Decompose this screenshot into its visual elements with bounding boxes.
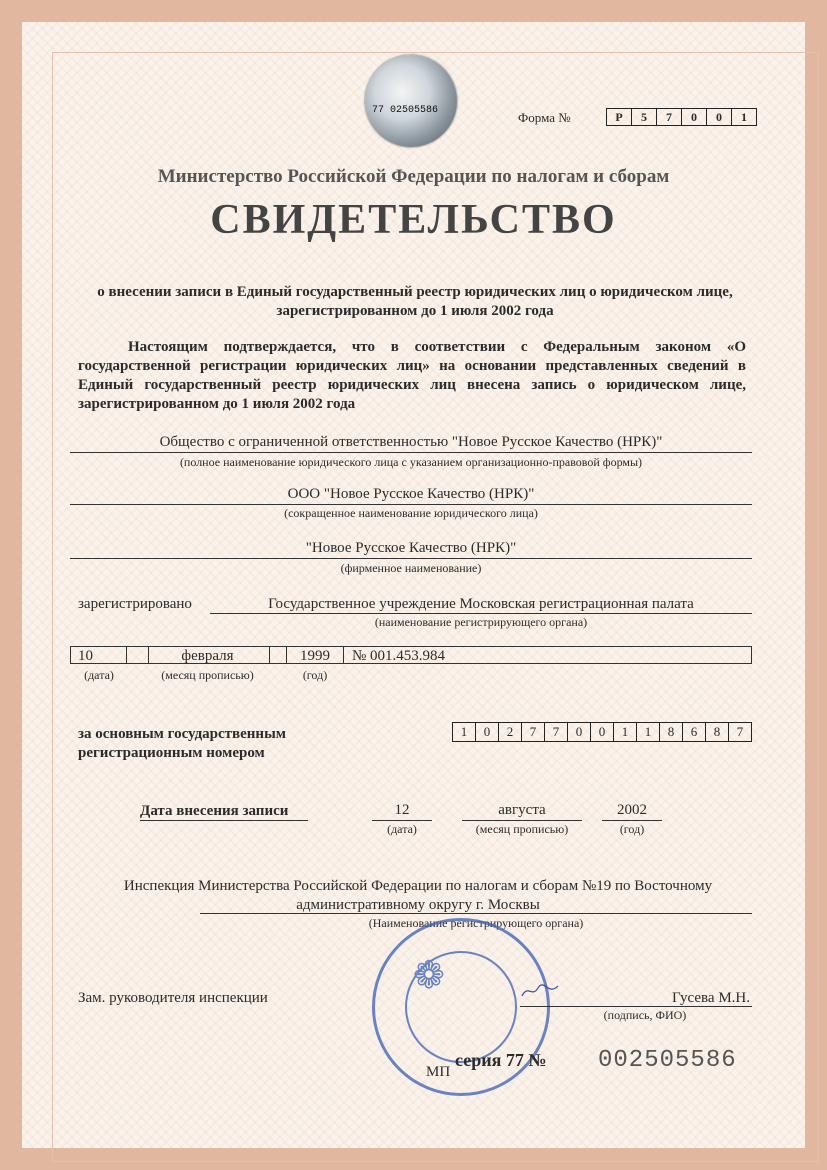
short-name-caption: (сокращенное наименование юридического лица)	[284, 506, 538, 520]
signer-name: Гусева М.Н.	[671, 990, 750, 1006]
inspection-caption: (Наименование регистрирующего органа)	[368, 916, 584, 930]
ogrn-digit: 2	[498, 723, 521, 741]
form-code-cell: Р	[615, 110, 623, 124]
ogrn-digit: 0	[475, 723, 498, 741]
eagle-emblem-icon: ❁	[413, 955, 445, 997]
registration-year-caption: (год)	[302, 668, 328, 682]
entry-year: 2002	[617, 802, 647, 818]
ogrn-digit: 7	[544, 723, 567, 741]
ogrn-digit: 8	[705, 723, 728, 741]
entry-day: 12	[394, 802, 410, 818]
ogrn-digit: 0	[590, 723, 613, 741]
registration-number: № 001.453.984	[352, 648, 446, 664]
full-name-value: Общество с ограниченной ответственностью "Новое Русское Качество (НРК)"	[159, 434, 663, 450]
ogrn-label: за основным государственным регистрационным номером	[78, 726, 287, 761]
signature-line	[520, 1006, 752, 1007]
form-code-cell: 0	[681, 109, 706, 125]
ogrn-cells	[452, 722, 752, 742]
ogrn-digit: 0	[567, 723, 590, 741]
entry-day-caption: (дата)	[387, 822, 417, 836]
document-subtitle: о внесении записи в Единый государственный реестр юридических лиц о юридическом лице, зарегистрированном до 1 июля 2002 года	[97, 284, 733, 319]
ogrn-digit: 1	[460, 724, 468, 739]
ogrn-digit: 1	[636, 723, 659, 741]
registration-month: февраля	[181, 648, 234, 664]
form-code-cell: 0	[706, 109, 731, 125]
seal-place-label: МП	[426, 1064, 451, 1080]
entry-year-caption: (год)	[619, 822, 645, 836]
body-text: Настоящим подтверждается, что в соответствии с Федеральным законом «О государственной регистрации юридических лиц» на основании представленных сведений в Единый государственный реестр юридических лиц внесена запись о юридическом лице, зарегистрированном до 1 июля 2002 года	[78, 339, 746, 412]
registered-label: зарегистрировано	[78, 596, 192, 612]
form-code-cell: 7	[656, 109, 681, 125]
firm-name-caption: (фирменное наименование)	[340, 561, 482, 575]
document-title: СВИДЕТЕЛЬСТВО	[210, 197, 617, 243]
entry-day-line	[372, 820, 432, 821]
signer-position: Зам. руководителя инспекции	[78, 990, 268, 1006]
form-code-cell: 5	[631, 109, 656, 125]
form-code-cell: 1	[731, 109, 756, 125]
entry-month-caption: (месяц прописью)	[475, 822, 569, 836]
date-divider	[269, 647, 270, 663]
hologram-number: 77 02505586	[372, 105, 439, 116]
ogrn-digit: 1	[613, 723, 636, 741]
date-divider	[126, 647, 127, 663]
firm-name-value: "Новое Русское Качество (НРК)"	[305, 540, 517, 556]
registration-month-caption: (месяц прописью)	[161, 668, 254, 682]
firm-name-line	[70, 558, 752, 559]
registration-day: 10	[78, 648, 93, 664]
body-paragraph	[78, 338, 746, 414]
signature-caption: (подпись, ФИО)	[603, 1008, 687, 1022]
hologram-sticker	[365, 55, 457, 147]
date-divider	[343, 647, 344, 663]
registration-year: 1999	[300, 648, 330, 664]
series-label: серия 77 №	[455, 1050, 547, 1070]
ministry-heading: Министерство Российской Федерации по налогам и сборам	[157, 166, 670, 187]
ogrn-digit: 8	[659, 723, 682, 741]
short-name-value: ООО "Новое Русское Качество (НРК)"	[287, 486, 535, 502]
entry-date-label: Дата внесения записи	[140, 803, 289, 819]
entry-year-line	[602, 820, 662, 821]
registrar-value: Государственное учреждение Московская регистрационная палата	[268, 596, 694, 612]
form-label: Форма №	[518, 110, 571, 125]
full-name-line	[70, 452, 752, 453]
full-name-caption: (полное наименование юридического лица с указанием организационно-правовой формы)	[179, 455, 643, 469]
inspection-name: Инспекция Министерства Российской Федерации по налогам и сборам №19 по Восточному административному округу г. Москвы	[123, 878, 713, 913]
date-divider	[148, 647, 149, 663]
registrar-caption: (наименование регистрирующего органа)	[374, 615, 588, 629]
form-code-cells	[606, 108, 757, 126]
ogrn-digit: 6	[682, 723, 705, 741]
serial-number: 002505586	[598, 1047, 737, 1074]
handwritten-signature	[520, 982, 560, 1000]
registration-day-caption: (дата)	[84, 668, 114, 682]
entry-month-line	[462, 820, 582, 821]
ogrn-digit: 7	[728, 723, 751, 741]
entry-label-line	[140, 820, 308, 821]
entry-month: августа	[498, 802, 546, 818]
date-divider	[286, 647, 287, 663]
ogrn-digit: 7	[521, 723, 544, 741]
registrar-line	[210, 613, 752, 614]
short-name-line	[70, 504, 752, 505]
inspection-line	[200, 913, 752, 914]
